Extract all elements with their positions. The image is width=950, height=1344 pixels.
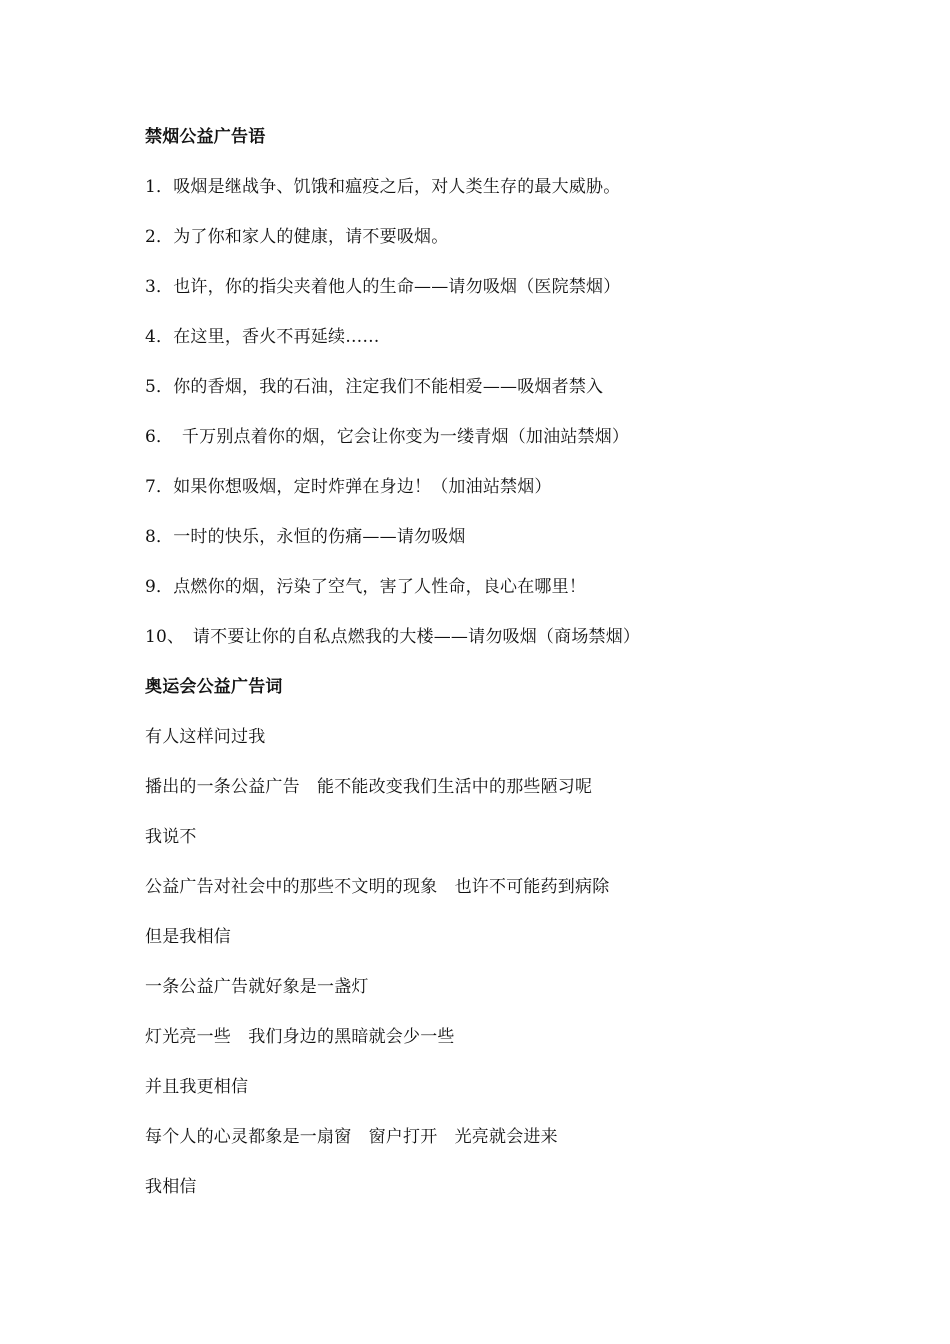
- text-line: 每个人的心灵都象是一扇窗 窗户打开 光亮就会进来: [145, 1127, 558, 1147]
- text-line: 但是我相信: [145, 927, 231, 947]
- text-line: 并且我更相信: [145, 1077, 249, 1097]
- section-heading-olympics: 奥运会公益广告词: [145, 677, 283, 697]
- text-line: 一条公益广告就好象是一盏灯: [145, 977, 369, 997]
- slogan-item: 6． 千万别点着你的烟，它会让你变为一缕青烟（加油站禁烟）: [145, 427, 630, 447]
- slogan-item: 10、 请不要让你的自私点燃我的大楼——请勿吸烟（商场禁烟）: [145, 627, 641, 647]
- slogan-item: 8．一时的快乐，永恒的伤痛——请勿吸烟: [145, 527, 466, 547]
- text-line: 我相信: [145, 1177, 197, 1197]
- slogan-item: 7．如果你想吸烟，定时炸弹在身边！（加油站禁烟）: [145, 477, 552, 497]
- slogan-item: 5．你的香烟，我的石油，注定我们不能相爱——吸烟者禁入: [145, 377, 604, 397]
- slogan-item: 2．为了你和家人的健康，请不要吸烟。: [145, 227, 449, 247]
- text-line: 有人这样问过我: [145, 727, 266, 747]
- text-line: 我说不: [145, 827, 197, 847]
- text-line: 播出的一条公益广告 能不能改变我们生活中的那些陋习呢: [145, 777, 593, 797]
- slogan-item: 3．也许，你的指尖夹着他人的生命——请勿吸烟（医院禁烟）: [145, 277, 621, 297]
- slogan-item: 9．点燃你的烟，污染了空气，害了人性命，良心在哪里！: [145, 577, 587, 597]
- document-content: [145, 122, 845, 1222]
- text-line: 灯光亮一些 我们身边的黑暗就会少一些: [145, 1027, 455, 1047]
- section-heading-smoking: 禁烟公益广告语: [145, 127, 266, 147]
- text-line: 公益广告对社会中的那些不文明的现象 也许不可能药到病除: [145, 877, 610, 897]
- slogan-item: 4．在这里，香火不再延续……: [145, 327, 380, 347]
- slogan-item: 1．吸烟是继战争、饥饿和瘟疫之后，对人类生存的最大威胁。: [145, 177, 621, 197]
